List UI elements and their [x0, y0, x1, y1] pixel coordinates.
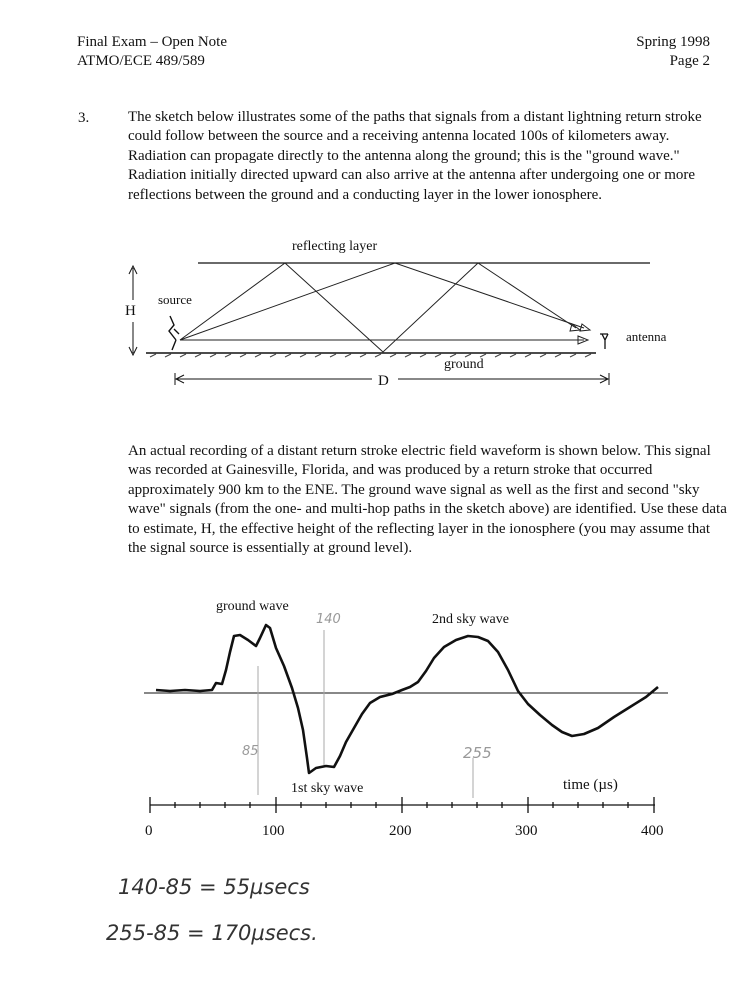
- antenna-label: antenna: [626, 329, 667, 344]
- waveform-figure: [0, 590, 752, 860]
- pencil-mark-140: 140: [316, 612, 341, 627]
- distance-dimension: [175, 373, 609, 385]
- arrowhead-sky-wave-1: [580, 324, 590, 331]
- propagation-sketch: [0, 230, 752, 430]
- tick-300: 300: [515, 823, 538, 839]
- question-text: The sketch below illustrates some of the paths that signals from a distant lightning return stroke could follow between the source and a receiving antenna located 100s of kilometers away. Radiation can propagate directly to the antenna along the ground; this is the "ground wave." Radiation initially directed upward can also arrive at the antenna after undergoing one or more reflections between the ground and a conducting layer in the lower ionosphere.: [128, 109, 702, 203]
- second-sky-wave-label: 2nd sky wave: [432, 612, 509, 627]
- tick-0: 0: [145, 823, 153, 839]
- handwritten-line-2: 255-85 = 170µsecs.: [106, 921, 318, 945]
- handwritten-notes: [0, 862, 752, 952]
- time-axis: [150, 797, 655, 813]
- height-label: H: [125, 303, 136, 319]
- exam-header-left: [77, 33, 227, 71]
- tick-100: 100: [262, 823, 285, 839]
- distance-label: D: [378, 373, 389, 389]
- pencil-mark-85: 85: [242, 744, 259, 759]
- exam-title: Final Exam – Open Note: [77, 34, 227, 50]
- exam-header-right: [636, 33, 710, 71]
- time-axis-label: time (µs): [563, 777, 618, 793]
- electric-field-waveform: [156, 625, 658, 773]
- antenna-icon: [600, 334, 608, 349]
- source-lightning-icon: [169, 316, 179, 350]
- ground-wave-label: ground wave: [216, 599, 289, 614]
- recording-description: An actual recording of a distant return stroke electric field waveform is shown below. This signal was recorded at Gainesville, Florida, and was produced by a return stroke that occurred approximately 900 km to the ENE. The ground wave signal as well as the first and second "sky wave" signals (from the one- and multi-hop paths in the sketch above) are identified. Use these data to estimate, H, the effective height of the reflecting layer in the ionosphere (you may assume that the signal source is essentially at ground level).: [128, 443, 727, 557]
- ground-label: ground: [444, 357, 484, 372]
- tick-200: 200: [389, 823, 412, 839]
- first-sky-wave-label: 1st sky wave: [291, 781, 364, 796]
- source-label: source: [158, 292, 192, 307]
- question-number: 3.: [78, 110, 90, 126]
- ground-hatching: [150, 354, 591, 357]
- course-code: ATMO/ECE 489/589: [77, 53, 205, 69]
- exam-term: Spring 1998: [636, 34, 710, 50]
- page-number: Page 2: [669, 53, 710, 69]
- ray-paths: [180, 263, 584, 352]
- reflecting-layer-label: reflecting layer: [292, 239, 378, 254]
- tick-400: 400: [641, 823, 664, 839]
- one-hop-ray: [180, 263, 584, 340]
- handwritten-line-1: 140-85 = 55µsecs: [118, 875, 310, 899]
- pencil-mark-255: 255: [463, 744, 492, 762]
- two-hop-ray: [180, 263, 576, 352]
